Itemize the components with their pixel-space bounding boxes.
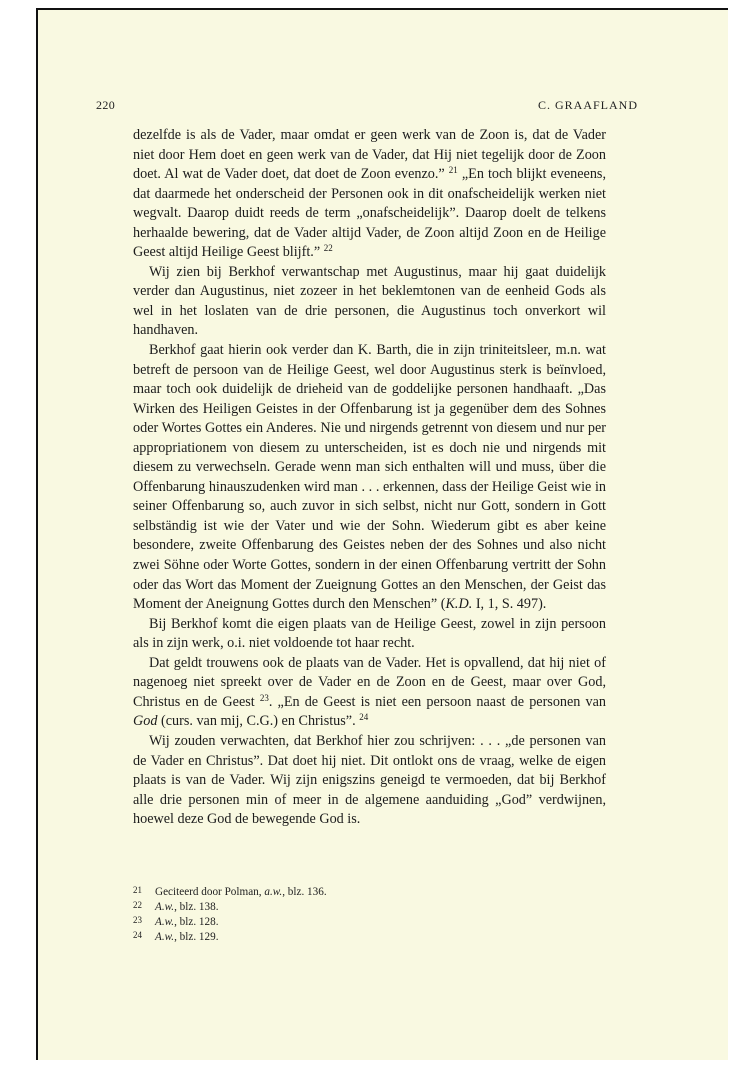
paragraph-2: Wij zien bij Berkhof verwantschap met Augustinus, maar hij gaat duidelijk verder dan Augustinus, niet zozeer in het beklemtonen van de eenheid Gods als wel in het loslaten van de drie personen, die Augustinus toch onverkort wil handhaven. — [133, 263, 606, 339]
footnote: 23 A.w., blz. 128. — [133, 915, 219, 928]
footnote-ref-22: 22 — [323, 243, 333, 254]
footnote: 22 A.w., blz. 138. — [133, 900, 219, 913]
citation-italic: K.D. — [445, 596, 473, 613]
paragraph-6: Wij zouden verwachten, dat Berkhof hier zou schrijven: . . . „de personen van de Vader en Christus”. Dat doet hij niet. Dit ontlokt ons de vraag, welke de eigen plaats is van de Vader. Wij zijn enigszins geneigd te vermoeden, dat bij Berkhof alle drie personen min of meer in de algemene aanduiding „God” verdwijnen, hoewel deze God de bewegende God is. — [133, 732, 606, 828]
body-text — [133, 126, 606, 830]
emphasis-god: God — [133, 713, 158, 730]
running-title: C. GRAAFLAND — [537, 98, 638, 112]
footnotes — [133, 884, 606, 944]
footnote-ref-21: 21 — [448, 165, 458, 176]
paragraph-3: Berkhof gaat hierin ook verder dan K. Barth, die in zijn triniteitsleer, m.n. wat betreft de persoon van de Heilige Geest, wel door Augustinus sterk is beïnvloed, maar toch ook duidelijk de drieheid van de goddelijke personen handhaaft. „Das Wirken des Heiligen Geistes in der Offenbarung ist ja gegenüber dem des Sohnes oder Wortes Gottes ein Anderes. Nie und nirgends getrennt von diesem und nur per appropriationem von diesem zu unterscheiden, ist es doch nie und nirgends mit diesem zu verwechseln. Gerade wenn man sich enthalten will und muss, über die Offenbarung hinauszudenken wird man . . . erkennen, dass der Heilige Geist wie in seiner Offenbarung so, auch zuvor in sich selbst, nicht nur Gott, sondern in Gott selbständig ist wie der Vater und wie der Sohn. Wiederum gibt es aber keine besondere, zweite Offenbarung des Geistes neben der des Sohnes und also nicht zwei Söhne oder Worte Gottes, sondern in der einen Offenbarung vertritt der Sohn oder das Wort das Moment der Zueignung Gottes an den Menschen, der Geist das Moment der Aneignung Gottes durch den Menschen” (K.D. I, 1, S. 497). — [133, 342, 606, 613]
page-number: 220 — [96, 98, 116, 112]
paragraph-5: Dat geldt trouwens ook de plaats van de Vader. Het is opvallend, dat hij niet of nagenoeg niet spreekt over de Vader en de Zoon en de Geest, maar over God, Christus en de Geest $^{23}$. „En de Geest is niet een persoon naast de personen van God (curs. van mij, C.G.) en Christus”. $^{24}$ — [133, 654, 607, 730]
footnote: 24 A.w., blz. 129. — [133, 930, 219, 943]
paragraph-1: dezelfde is als de Vader, maar omdat er geen werk van de Zoon is, dat de Vader niet door Hem doet en geen werk van de Vader, dat Hij niet tegelijk door de Zoon doet. Al wat de Vader doet, dat doet de Zoon evenzo.” $^{21}$ „En toch blijkt eveneens, dat daarmede het onderscheid der Personen ook in dit onafscheidelijk werken niet wegvalt. Daarop duidt reeds de term „onafscheidelijk”. Daarop doelt de telkens herhaalde bewering, dat de Vader altijd Vader, de Zoon altijd Zoon en de Heilige Geest altijd Heilige Geest blijft.” $^{22}$ — [133, 127, 606, 261]
footnote-ref-24: 24 — [359, 712, 369, 723]
paragraph-4: Bij Berkhof komt die eigen plaats van de Heilige Geest, zowel in zijn persoon als in zijn werk, o.i. niet voldoende tot haar recht. — [133, 615, 606, 652]
footnote: 21 Geciteerd door Polman, a.w., blz. 136. — [133, 885, 327, 898]
footnote-ref-23: 23 — [259, 692, 269, 703]
